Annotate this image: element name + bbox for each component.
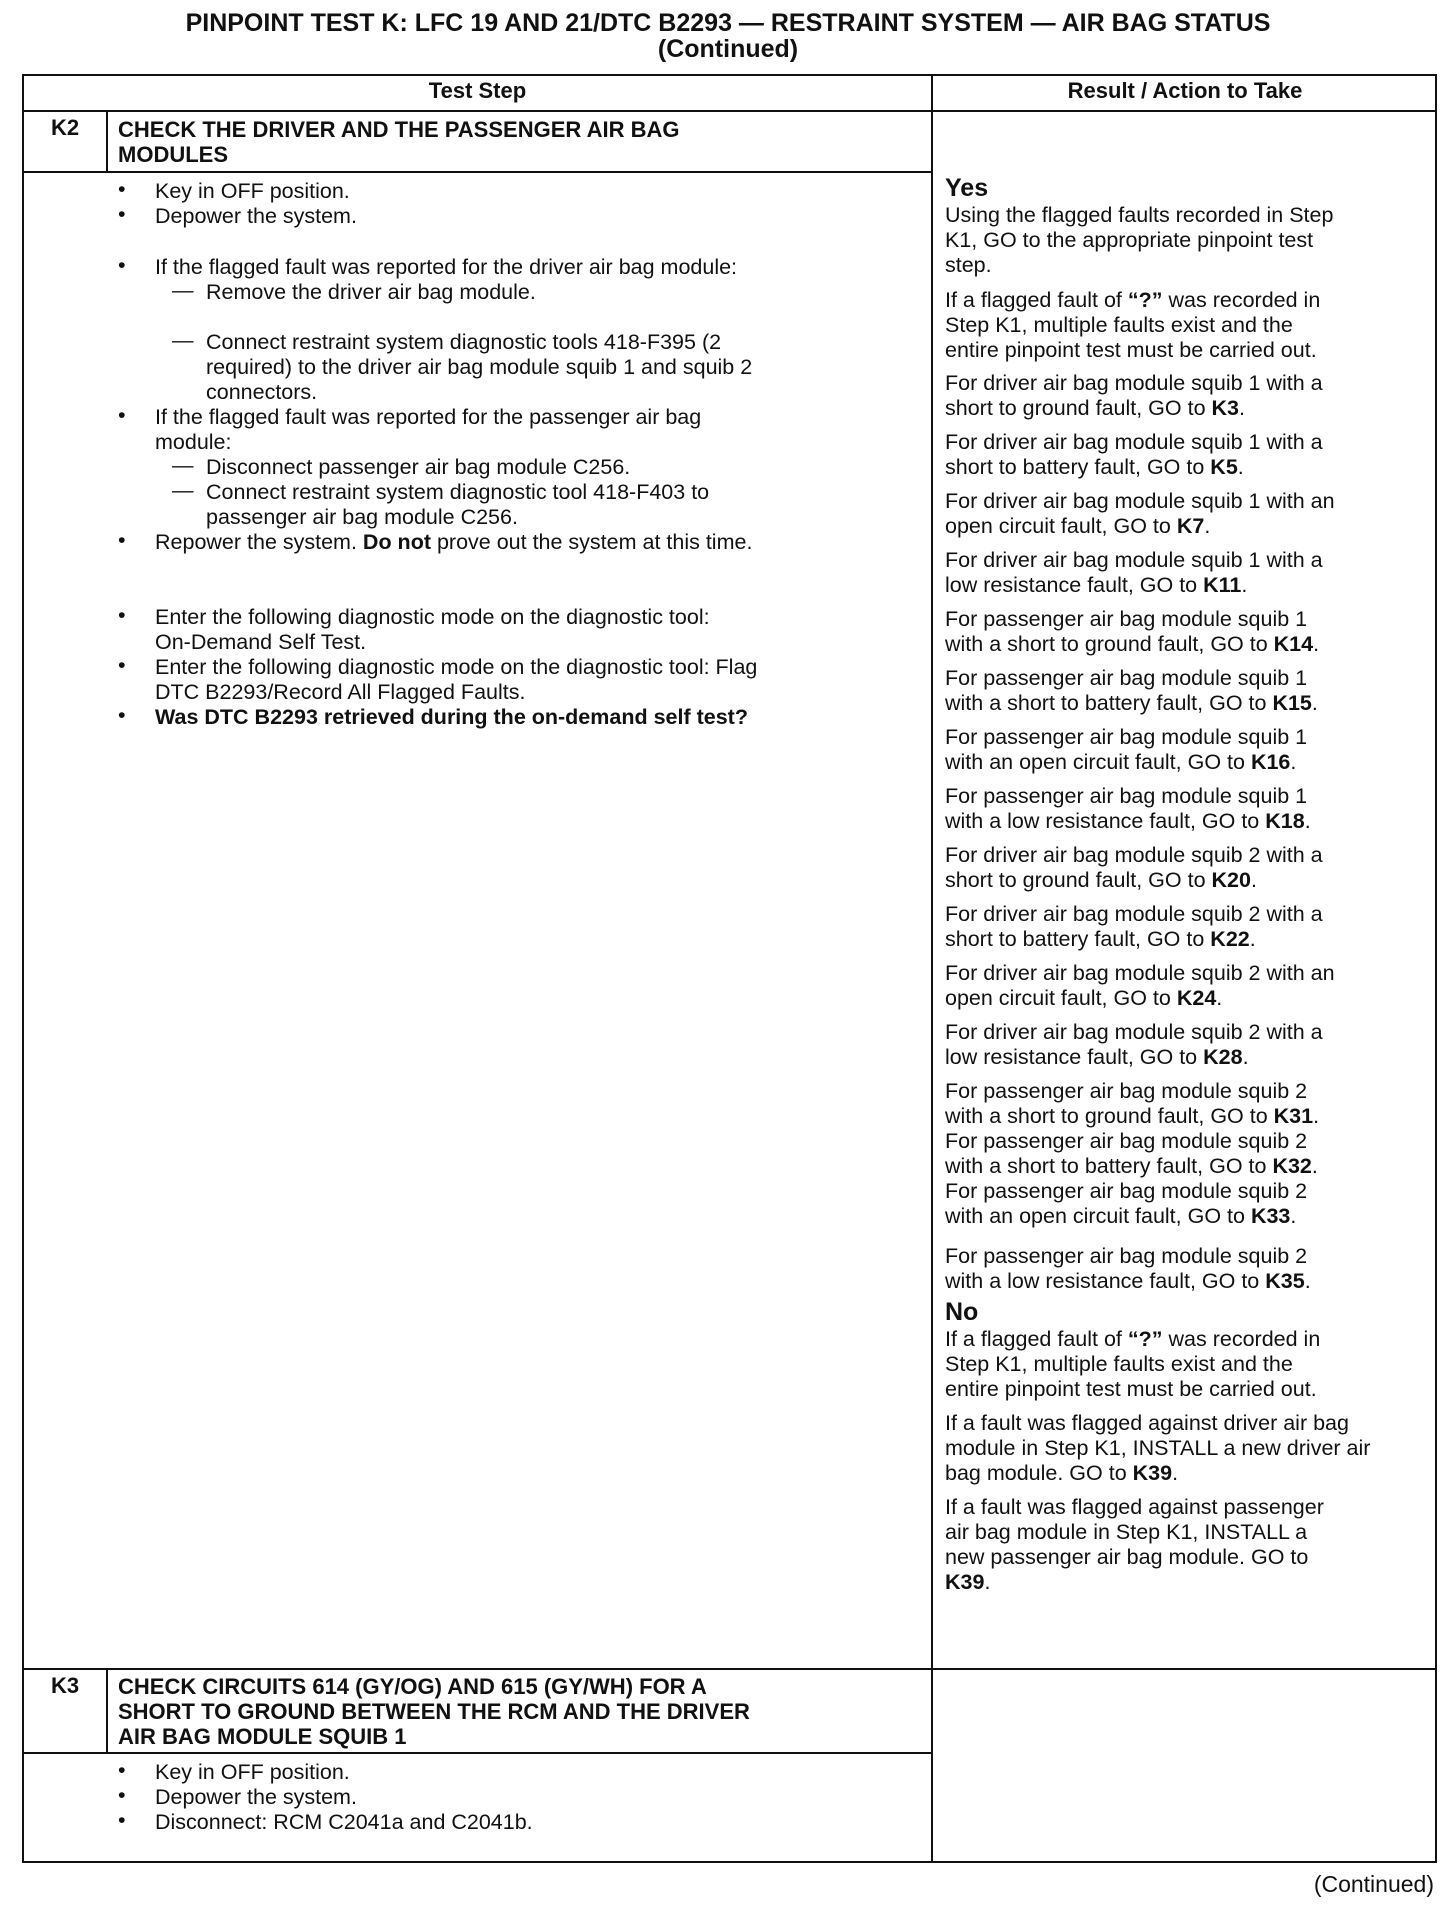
step-line: passenger air bag module C256. — [206, 505, 518, 529]
bullet-marker: • — [118, 177, 126, 201]
bullet-marker: • — [118, 403, 126, 427]
result-line: For passenger air bag module squib 2 — [945, 1129, 1308, 1153]
step-line: Depower the system. — [155, 204, 357, 228]
result-paragraph — [945, 902, 1323, 952]
step-item — [155, 1760, 350, 1785]
step-item — [206, 280, 536, 305]
result-line: with a low resistance fault, GO to K35. — [945, 1269, 1311, 1293]
result-line: Step K1, multiple faults exist and the — [945, 313, 1293, 337]
step-line: On-Demand Self Test. — [155, 630, 367, 654]
step-line: Disconnect passenger air bag module C256. — [206, 455, 631, 479]
title-line-1: PINPOINT TEST K: LFC 19 AND 21/DTC B2293 — RESTRAINT SYSTEM — AIR BAG STATUS — [185, 9, 1271, 37]
result-line: low resistance fault, GO to K28. — [945, 1045, 1249, 1069]
result-paragraph — [945, 1411, 1370, 1486]
header-test-step: Test Step — [428, 78, 527, 103]
step-item — [155, 605, 710, 655]
result-line: If a flagged fault of “?” was recorded in — [945, 288, 1321, 312]
bullet-marker: • — [118, 528, 126, 552]
goto-step-ref: K3 — [1211, 396, 1239, 420]
step-item — [206, 330, 752, 405]
dash-marker: — — [172, 453, 194, 477]
result-line: For passenger air bag module squib 2 — [945, 1244, 1308, 1268]
goto-step-ref: K11 — [1203, 573, 1242, 597]
step-title-line: CHECK CIRCUITS 614 (GY/OG) AND 615 (GY/WH) FOR A — [118, 1674, 707, 1699]
result-line: short to battery fault, GO to K5. — [945, 455, 1244, 479]
result-line: with a short to ground fault, GO to K31. — [945, 1104, 1320, 1128]
page-title — [0, 10, 1456, 62]
step-item — [155, 530, 752, 555]
result-paragraph — [945, 1020, 1323, 1070]
result-line: short to battery fault, GO to K22. — [945, 927, 1256, 951]
result-line: For passenger air bag module squib 1 — [945, 666, 1308, 690]
step-line: Connect restraint system diagnostic tool 418-F403 to — [206, 480, 710, 504]
result-line: For driver air bag module squib 2 with a — [945, 843, 1323, 867]
header-result-action: Result / Action to Take — [1067, 78, 1303, 103]
header-divider — [22, 110, 1437, 112]
result-paragraph — [945, 489, 1335, 539]
goto-step-ref: K32 — [1272, 1154, 1312, 1178]
step-line: Disconnect: RCM C2041a and C2041b. — [155, 1810, 533, 1834]
result-line: low resistance fault, GO to K11. — [945, 573, 1248, 597]
result-line: step. — [945, 253, 992, 277]
result-line: For passenger air bag module squib 1 — [945, 784, 1308, 808]
dash-marker: — — [172, 478, 194, 502]
bullet-marker: • — [118, 703, 126, 727]
step-item — [155, 1785, 357, 1810]
bullet-marker: • — [118, 1808, 126, 1832]
k2-id-divider — [106, 110, 108, 172]
bullet-marker: • — [118, 1758, 126, 1782]
result-line: new passenger air bag module. GO to — [945, 1545, 1309, 1569]
bullet-marker: • — [118, 1783, 126, 1807]
result-line: with an open circuit fault, GO to K16. — [945, 750, 1297, 774]
result-line: with a low resistance fault, GO to K18. — [945, 809, 1311, 833]
dash-marker: — — [172, 328, 194, 352]
goto-step-ref: K7 — [1176, 514, 1205, 538]
result-paragraph — [945, 548, 1323, 598]
step-item — [155, 1810, 533, 1835]
result-line: If a fault was flagged against driver air bag — [945, 1411, 1349, 1435]
result-line: For driver air bag module squib 2 with a — [945, 1020, 1323, 1044]
result-line: entire pinpoint test must be carried out. — [945, 1377, 1317, 1401]
step-line: Depower the system. — [155, 1785, 357, 1809]
goto-step-ref: K33 — [1250, 1204, 1291, 1228]
result-paragraph — [945, 843, 1323, 893]
title-line-2: (Continued) — [657, 35, 799, 63]
result-paragraph — [945, 725, 1307, 775]
step-line: Remove the driver air bag module. — [206, 280, 536, 304]
column-divider — [931, 74, 933, 1863]
step-title-k2 — [118, 117, 679, 167]
result-paragraph — [945, 203, 1333, 278]
result-line: air bag module in Step K1, INSTALL a — [945, 1520, 1308, 1544]
k3-title-divider — [22, 1752, 933, 1754]
step-item — [155, 179, 350, 204]
bullet-marker: • — [118, 253, 126, 277]
step-line: Connect restraint system diagnostic tools 418-F395 (2 — [206, 330, 722, 354]
step-line: module: — [155, 430, 232, 454]
result-line: For passenger air bag module squib 2 — [945, 1179, 1308, 1203]
step-title-k3 — [118, 1674, 750, 1749]
result-line: bag module. GO to K39. — [945, 1461, 1179, 1485]
result-paragraph — [945, 430, 1323, 480]
result-paragraph — [945, 1244, 1311, 1294]
result-line: If a fault was flagged against passenger — [945, 1495, 1324, 1519]
result-paragraph — [945, 666, 1318, 716]
step-id-k3: K3 — [50, 1673, 80, 1698]
bullet-marker: • — [118, 653, 126, 677]
goto-step-ref: K39 — [945, 1570, 985, 1594]
goto-step-ref: K28 — [1203, 1045, 1243, 1069]
goto-step-ref: K15 — [1272, 691, 1312, 715]
result-line: For driver air bag module squib 1 with an — [945, 489, 1335, 513]
result-paragraph — [945, 1495, 1324, 1595]
result-line: open circuit fault, GO to K7. — [945, 514, 1211, 538]
result-line: For driver air bag module squib 2 with a — [945, 902, 1323, 926]
no-label: No — [945, 1298, 979, 1326]
result-line: open circuit fault, GO to K24. — [945, 986, 1223, 1010]
step-title-line: MODULES — [118, 142, 228, 167]
result-paragraph — [945, 961, 1335, 1011]
result-paragraph — [945, 1179, 1307, 1229]
step-line: If the flagged fault was reported for the passenger air bag — [155, 405, 702, 429]
step-line: connectors. — [206, 380, 318, 404]
yes-label: Yes — [945, 174, 989, 202]
step-item — [155, 405, 701, 455]
step-title-line: SHORT TO GROUND BETWEEN THE RCM AND THE DRIVER — [118, 1699, 750, 1724]
result-line: K1, GO to the appropriate pinpoint test — [945, 228, 1314, 252]
result-paragraph — [945, 784, 1311, 834]
result-line: If a flagged fault of “?” was recorded in — [945, 1327, 1321, 1351]
goto-step-ref: K22 — [1210, 927, 1250, 951]
result-paragraph — [945, 1327, 1320, 1402]
emphasis-text: “?” — [1127, 1327, 1163, 1351]
step-line: If the flagged fault was reported for the driver air bag module: — [155, 255, 738, 279]
goto-step-ref: K35 — [1265, 1269, 1305, 1293]
result-line: with a short to ground fault, GO to K14. — [945, 632, 1320, 656]
result-paragraph — [945, 607, 1319, 657]
result-line: For driver air bag module squib 1 with a — [945, 371, 1323, 395]
step-line: Key in OFF position. — [155, 1760, 350, 1784]
bullet-marker: • — [118, 603, 126, 627]
step-item — [206, 480, 709, 530]
step-line: DTC B2293/Record All Flagged Faults. — [155, 680, 526, 704]
step-line: Repower the system. Do not prove out the system at this time. — [155, 530, 753, 554]
goto-step-ref: K14 — [1273, 632, 1314, 656]
k3-id-divider — [106, 1668, 108, 1753]
result-line: For passenger air bag module squib 2 — [945, 1079, 1308, 1103]
result-line: Using the flagged faults recorded in Step — [945, 203, 1334, 227]
result-paragraph — [945, 371, 1323, 421]
step-line: required) to the driver air bag module squib 1 and squib 2 — [206, 355, 753, 379]
emphasis-text: Do not — [362, 530, 431, 554]
dash-marker: — — [172, 278, 194, 302]
result-line: For passenger air bag module squib 1 — [945, 725, 1308, 749]
step-title-line: CHECK THE DRIVER AND THE PASSENGER AIR BAG — [118, 117, 680, 142]
goto-step-ref: K5 — [1210, 455, 1238, 479]
step-item — [155, 204, 357, 229]
result-line: K39. — [945, 1570, 991, 1594]
result-line: For passenger air bag module squib 1 — [945, 607, 1308, 631]
step-item — [155, 655, 757, 705]
step-id-k2: K2 — [50, 115, 80, 140]
result-line: with a short to battery fault, GO to K15. — [945, 691, 1318, 715]
result-paragraph — [945, 1129, 1318, 1179]
goto-step-ref: K18 — [1265, 809, 1305, 833]
k2-title-divider — [22, 171, 933, 173]
goto-step-ref: K16 — [1250, 750, 1291, 774]
result-line: For driver air bag module squib 1 with a — [945, 548, 1323, 572]
result-line: For driver air bag module squib 1 with a — [945, 430, 1323, 454]
step-line: Enter the following diagnostic mode on the diagnostic tool: Flag — [155, 655, 758, 679]
step-question: Was DTC B2293 retrieved during the on-demand self test? — [155, 705, 748, 729]
goto-step-ref: K24 — [1176, 986, 1217, 1010]
result-line: short to ground fault, GO to K20. — [945, 868, 1257, 892]
result-line: with a short to battery fault, GO to K32. — [945, 1154, 1318, 1178]
goto-step-ref: K31 — [1273, 1104, 1314, 1128]
step-title-line: AIR BAG MODULE SQUIB 1 — [118, 1724, 407, 1749]
step-item — [155, 705, 748, 730]
step-line: Key in OFF position. — [155, 179, 350, 203]
emphasis-text: “?” — [1127, 288, 1163, 312]
result-line: module in Step K1, INSTALL a new driver air — [945, 1436, 1371, 1460]
goto-step-ref: K39 — [1132, 1461, 1173, 1485]
continued-footer: (Continued) — [1313, 1871, 1434, 1897]
result-line: Step K1, multiple faults exist and the — [945, 1352, 1293, 1376]
goto-step-ref: K20 — [1211, 868, 1251, 892]
result-line: For driver air bag module squib 2 with an — [945, 961, 1335, 985]
k3-row-divider — [22, 1668, 1437, 1670]
result-paragraph — [945, 288, 1320, 363]
result-line: with an open circuit fault, GO to K33. — [945, 1204, 1297, 1228]
result-line: short to ground fault, GO to K3. — [945, 396, 1245, 420]
step-line: Enter the following diagnostic mode on the diagnostic tool: — [155, 605, 710, 629]
bullet-marker: • — [118, 202, 126, 226]
result-line: entire pinpoint test must be carried out. — [945, 338, 1317, 362]
step-item — [155, 255, 737, 280]
step-item — [206, 455, 630, 480]
result-paragraph — [945, 1079, 1319, 1129]
